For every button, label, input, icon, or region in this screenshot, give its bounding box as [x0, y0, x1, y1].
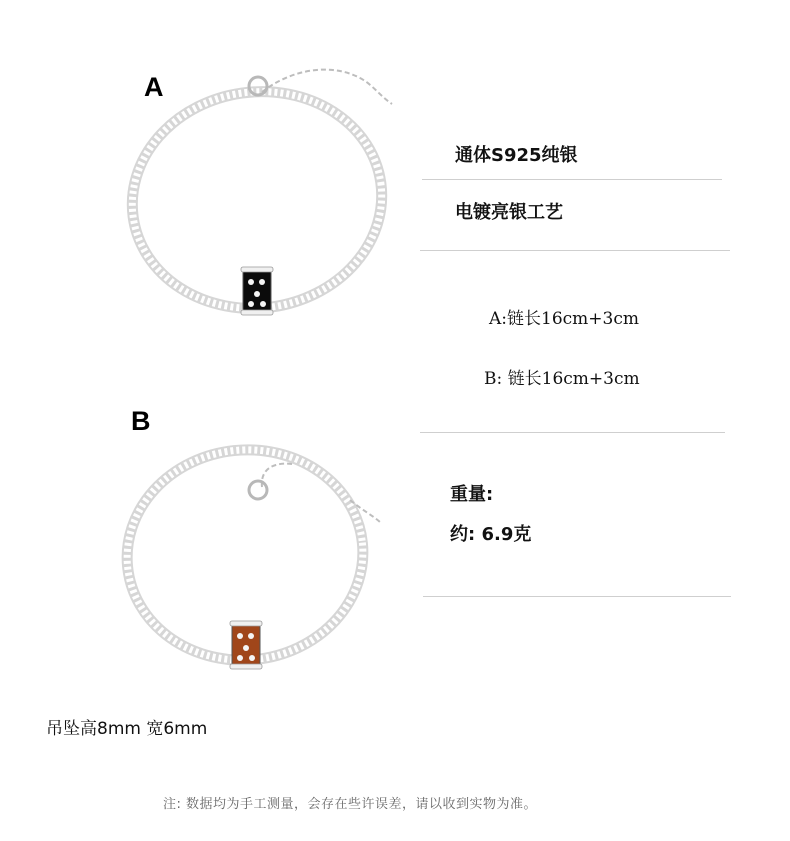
weight-value: 约: 6.9克 — [450, 524, 532, 545]
flower-motif — [237, 655, 243, 661]
divider — [420, 432, 725, 433]
divider — [423, 596, 731, 597]
product-a-label: A — [144, 72, 164, 102]
clasp-ring — [249, 481, 267, 499]
flower-motif — [243, 645, 249, 651]
pendant-rim-bottom — [230, 664, 262, 669]
product-b-label: B — [131, 406, 151, 436]
divider — [420, 250, 730, 251]
process-spec: 电镀亮银工艺 — [455, 202, 563, 223]
flower-motif — [248, 633, 254, 639]
bracelet-group — [117, 438, 380, 672]
weight-label: 重量: — [450, 484, 494, 505]
pendant-rim-top — [230, 621, 262, 626]
measurement-footnote: 注: 数据均为手工测量，会存在些许误差，请以收到实物为准。 — [163, 797, 538, 812]
pendant-size-caption: 吊坠高8mm 宽6mm — [46, 719, 208, 739]
flower-motif — [237, 633, 243, 639]
flower-motif — [249, 655, 255, 661]
material-spec: 通体S925纯银 — [455, 145, 578, 166]
divider — [422, 179, 722, 180]
length-b-spec: B: 链长16cm+3cm — [484, 369, 640, 389]
length-a-spec: A:链长16cm+3cm — [489, 309, 639, 329]
